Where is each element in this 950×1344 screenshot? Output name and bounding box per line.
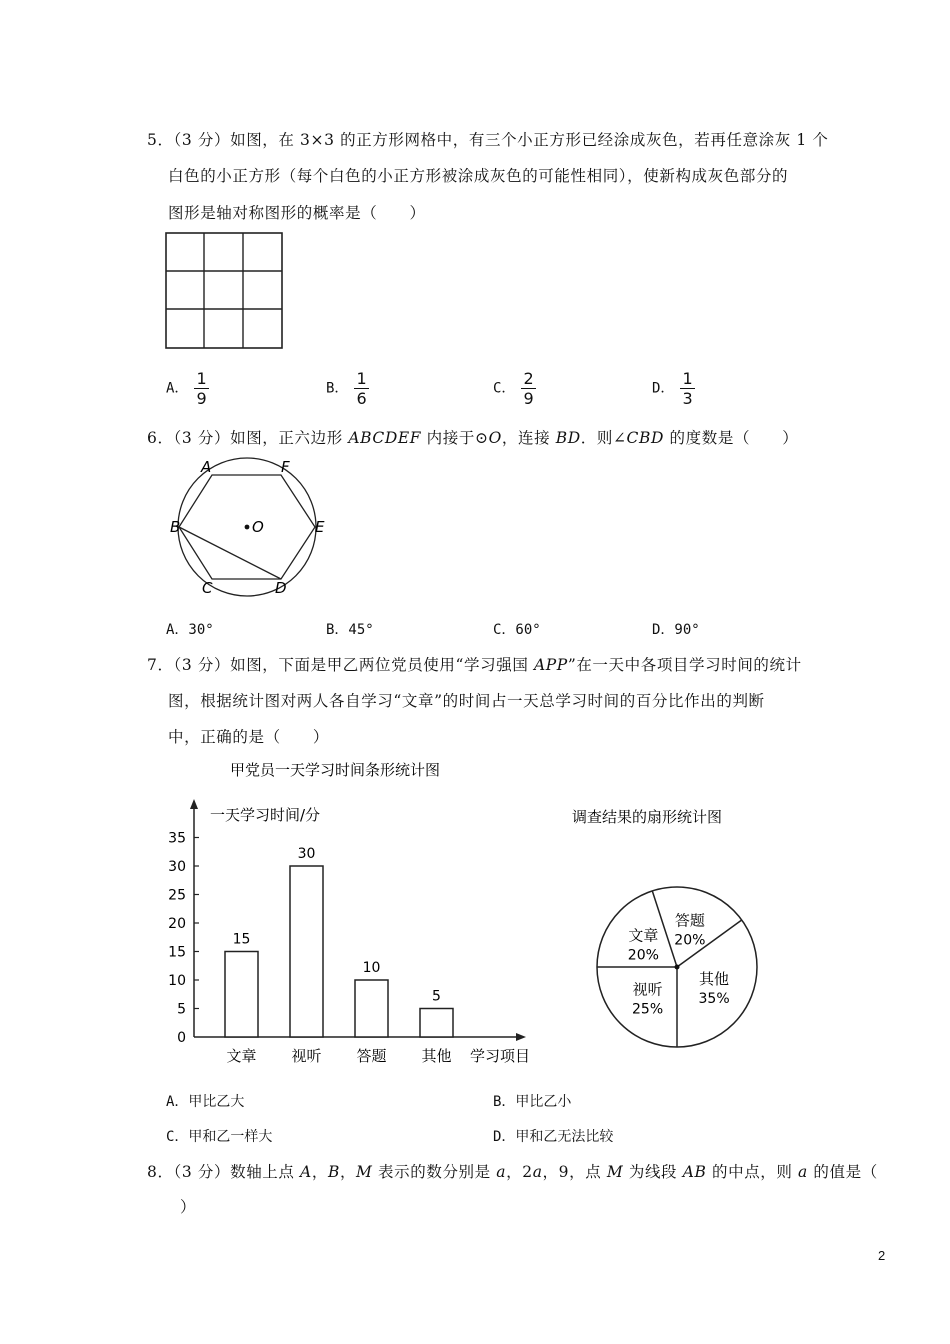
pie-slice-label: 视听 — [632, 980, 663, 999]
q7-line-1: 7．（3 分）如图，下面是甲乙两位党员使用“学习强国 APP”在一天中各项目学习时间的统计 — [147, 656, 802, 674]
x-category-label: 文章 — [226, 1047, 257, 1065]
bar-答题 — [355, 980, 388, 1037]
fraction: $\frac{1}{3}$ — [682, 369, 693, 408]
bar-文章 — [225, 952, 258, 1038]
x-category-label: 视听 — [291, 1047, 322, 1065]
bar-value-label: 30 — [297, 846, 316, 862]
q5-line-3: 图形是轴对称图形的概率是（ ） — [168, 204, 426, 222]
label-b: B — [170, 518, 181, 536]
label-f: F — [281, 458, 290, 476]
q7-option-a[interactable]: A．甲比乙大 — [166, 1094, 245, 1110]
x-category-label: 其他 — [421, 1047, 452, 1065]
q5-option-a[interactable]: A． $\frac{1}{9}$ — [166, 369, 207, 408]
q6-option-d[interactable]: D．90° — [652, 622, 700, 638]
bar-视听 — [290, 866, 323, 1037]
y-tick-label: 20 — [168, 916, 186, 932]
x-axis-arrow — [516, 1033, 526, 1041]
bar-chart-ylabel: 一天学习时间/分 — [210, 806, 321, 824]
bar-value-label: 10 — [362, 960, 381, 976]
y-tick-label: 5 — [177, 1001, 186, 1018]
y-tick-label: 10 — [168, 973, 186, 989]
q8-line-2: ） — [180, 1198, 197, 1216]
q5-line-1: 5．（3 分）如图，在 3×3 的正方形网格中，有三个小正方形已经涂成灰色，若再任意涂灰 1 个 — [147, 131, 829, 149]
q6-stem: 6．（3 分）如图，正六边形 ABCDEF 内接于⊙O，连接 BD．则∠CBD 的度数是（ ） — [147, 429, 799, 447]
q6-option-c[interactable]: C．60° — [493, 622, 541, 638]
q5-option-c[interactable]: C． $\frac{2}{9}$ — [493, 369, 534, 408]
q5-option-d[interactable]: D． $\frac{1}{3}$ — [652, 369, 693, 408]
y-tick-label: 35 — [168, 830, 186, 847]
q7-option-b[interactable]: B．甲比乙小 — [493, 1094, 572, 1110]
q7-option-c[interactable]: C．甲和乙一样大 — [166, 1129, 273, 1145]
q7-line-3: 中，正确的是（ ） — [168, 728, 330, 746]
bar-其他 — [420, 1009, 453, 1038]
q5-grid-figure — [160, 228, 290, 352]
bar-value-label: 5 — [432, 988, 441, 1005]
bar-value-label: 15 — [232, 931, 251, 948]
label-c: C — [202, 579, 213, 597]
label-d: D — [275, 579, 287, 597]
pie-slice-pct: 35% — [698, 990, 730, 1007]
q7-option-d[interactable]: D．甲和乙无法比较 — [493, 1129, 614, 1145]
q5-line-2: 白色的小正方形（每个白色的小正方形被涂成灰色的可能性相同），使新构成灰色部分的 — [168, 167, 789, 185]
q5-option-b[interactable]: B． $\frac{1}{6}$ — [326, 369, 367, 408]
q6-option-a[interactable]: A．30° — [166, 622, 214, 638]
bar-chart-title: 甲党员一天学习时间条形统计图 — [230, 761, 441, 779]
page-number: 2 — [878, 1248, 886, 1263]
y-tick-label: 15 — [168, 944, 186, 961]
pie-chart-title: 调查结果的扇形统计图 — [572, 808, 723, 826]
label-e: E — [315, 518, 325, 536]
pie-center — [675, 965, 680, 970]
bar-chart — [160, 755, 540, 1075]
pie-chart — [560, 800, 770, 1050]
fraction: $\frac{2}{9}$ — [523, 369, 534, 408]
q6-option-b[interactable]: B．45° — [326, 622, 374, 638]
pie-slice-pct: 20% — [674, 932, 706, 949]
y-axis-arrow — [190, 799, 198, 809]
q7-line-2: 图，根据统计图对两人各自学习“文章”的时间占一天总学习时间的百分比作出的判断 — [168, 692, 765, 710]
pie-slice-label: 答题 — [674, 911, 705, 930]
bar-chart-xlabel: 学习项目 — [470, 1047, 531, 1065]
pie-slice-pct: 20% — [627, 947, 659, 964]
y-tick-label: 30 — [168, 859, 186, 875]
pie-slice-label: 文章 — [628, 926, 659, 945]
fraction: $\frac{1}{6}$ — [356, 369, 367, 408]
label-a: A — [201, 458, 212, 476]
q8-line-1: 8．（3 分）数轴上点 A，B，M 表示的数分别是 a，2a，9，点 M 为线段 AB 的中点，则 a 的值是（ — [147, 1163, 878, 1181]
fraction: $\frac{1}{9}$ — [196, 369, 207, 408]
q6-hexagon-figure — [165, 455, 340, 600]
y-tick-label: 25 — [168, 887, 186, 904]
x-category-label: 答题 — [356, 1047, 387, 1065]
pie-slice-pct: 25% — [632, 1001, 664, 1018]
pie-slice-label: 其他 — [699, 969, 730, 988]
label-o: O — [252, 518, 264, 536]
y-tick-label: 0 — [177, 1030, 186, 1046]
